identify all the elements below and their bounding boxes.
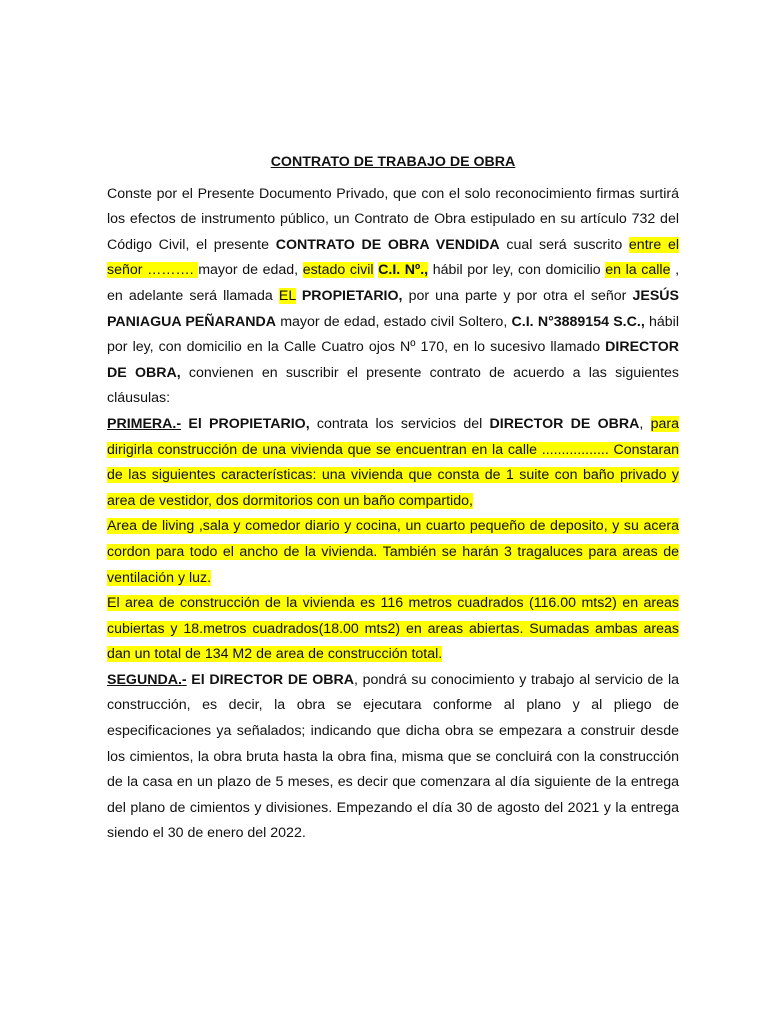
intro-text: mayor de edad, [198, 262, 303, 279]
clause-director: DIRECTOR DE OBRA [489, 415, 640, 432]
document-title: CONTRATO DE TRABAJO DE OBRA [270, 154, 516, 170]
clause-director: El DIRECTOR DE OBRA [186, 671, 354, 688]
intro-text: hábil por ley, con domicilio en la Calle Cuatro ojos Nº 170, en lo sucesivo llamado [107, 313, 679, 356]
intro-text: hábil por ley, con domicilio [428, 262, 606, 279]
clause-text: , [639, 415, 651, 432]
contract-type: CONTRATO DE OBRA VENDIDA [275, 236, 500, 253]
director-ci: C.I. N°3889154 S.C., [511, 313, 645, 330]
intro-paragraph [107, 182, 679, 412]
clause-owner: El PROPIETARIO, [181, 415, 310, 432]
highlight-civil-status: estado civil [302, 262, 374, 279]
highlight-house-description: para dirigirla construcción de una vivienda que se encuentran en la calle ................. Constaran de las siguientes características: una vivienda que consta de 1 suite con baño privado y area de vestidor, dos dormitorios con un baño compartido, [107, 415, 679, 509]
highlight-el: EL [278, 287, 296, 304]
highlight-house-areas: Area de living ,sala y comedor diario y cocina, un cuarto pequeño de deposito, y su acera cordon para todo el ancho de la vivienda. También se harán 3 tragaluces para areas de ventilación y luz. [107, 518, 679, 586]
clause-text: , pondrá su conocimiento y trabajo al servicio de la construcción, es decir, la obra se ejecutara conforme al plano y al pliego de especificaciones ya señalados; indicando que dicha obra se empezara a construir desde los cimientos, la obra bruta hasta la obra fina, misma que se concluirá con la construcción de la casa en un plazo de 5 meses, es decir que comenzara al día siguiente de la entrega del plano de cimientos y divisiones. Empezando el día 30 de agosto del 2021 y la entrega siendo el 30 de enero del 2022. [107, 671, 679, 842]
clause-text: contrata los servicios del [309, 415, 490, 432]
intro-text: , en adelante será llamada [107, 262, 680, 304]
document-body [107, 150, 679, 847]
director-name: JESÚS PANIAGUA PEÑARANDA [107, 287, 679, 330]
intro-text: cual será suscrito [499, 236, 629, 253]
owner-role: PROPIETARIO, [301, 287, 403, 304]
highlight-owner-name: entre el señor ………. [107, 236, 679, 279]
highlight-owner-ci: C.I. Nº., [378, 262, 429, 279]
intro-text: Conste por el Presente Documento Privado, que con el solo reconocimiento firmas surtirá los efectos de instrumento público, un Contrato de Obra estipulado en su artículo 732 del Código Civil, el presente [107, 185, 679, 253]
director-role: DIRECTOR DE OBRA, [107, 339, 679, 381]
clause-primera-label: PRIMERA.- [107, 415, 182, 432]
highlight-owner-address: en la calle [605, 262, 671, 279]
intro-text: convienen en suscribir el presente contrato de acuerdo a las siguientes cláusulas: [107, 364, 679, 407]
intro-text: por una parte y por otra el señor [402, 287, 633, 304]
clause-segunda-label: SEGUNDA.- [107, 671, 187, 688]
highlight-construction-area: El area de construcción de la vivienda es 116 metros cuadrados (116.00 mts2) en areas cubiertas y 18.metros cuadrados(18.00 mts2) en areas abiertas. Sumadas ambas areas dan un total de 134 M2 de area de construcción total. [107, 595, 679, 663]
intro-text: mayor de edad, estado civil Soltero, [275, 313, 512, 330]
clause-primera [107, 412, 679, 668]
clause-segunda [107, 668, 679, 847]
